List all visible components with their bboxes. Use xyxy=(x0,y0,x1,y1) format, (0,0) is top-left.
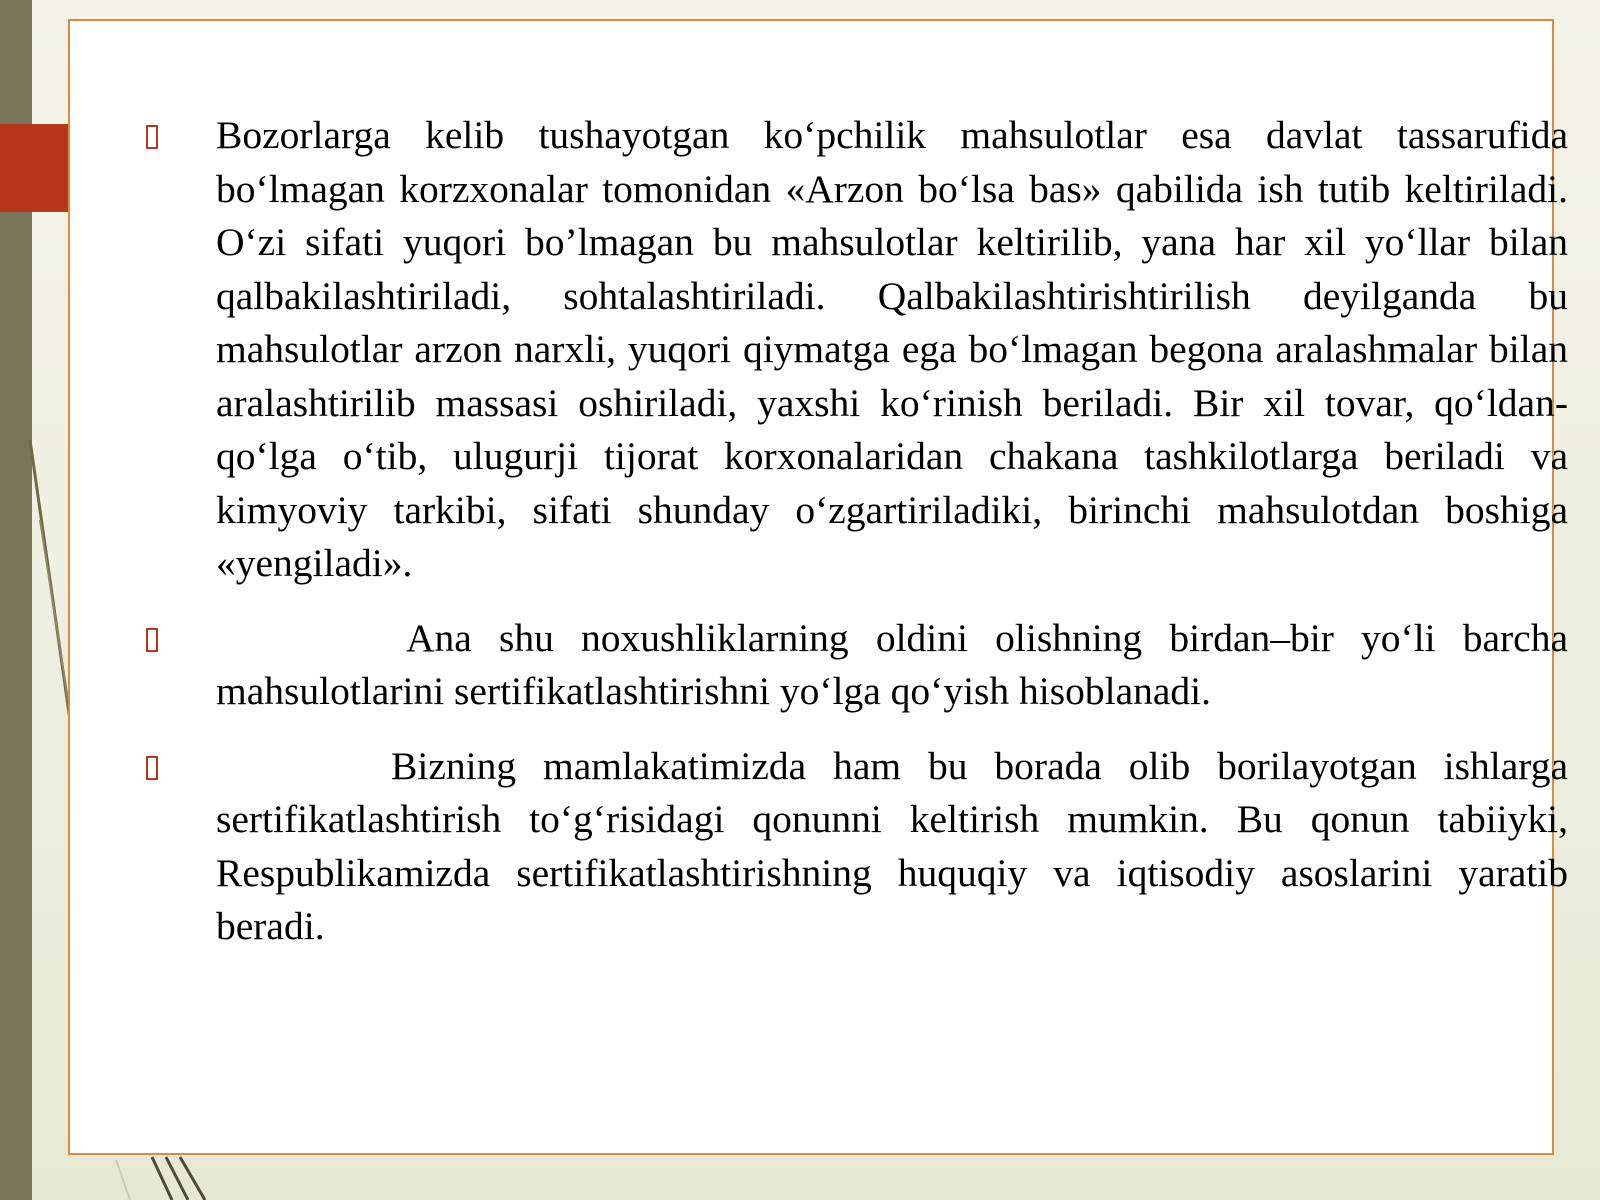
paragraph-3 xyxy=(146,740,1568,954)
slide-panel xyxy=(68,19,1568,1155)
paragraph-1 xyxy=(146,109,1568,591)
bullet-icon xyxy=(146,628,158,652)
paragraph-1-text: Bozorlarga kelib tushayotgan ko‘pchilik mahsulotlar esa davlat tassarufida bo‘lmagan korzxonalar tomonidan «Arzon bo‘lsa bas» qabilida ish tutib keltiriladi. O‘zi sifati yuqori bo’lmagan bu mahsulotlar keltirilib, yana har xil yo‘llar bilan qalbakilashtiriladi, sohtalashtiriladi. Qalbakilashtirishtirilish deyilganda bu mahsulotlar arzon narxli, yuqori qiymatga ega bo‘lmagan begona aralashmalar bilan aralashtirilib massasi oshiriladi, yaxshi ko‘rinish beriladi. Bir xil tovar, qo‘ldan-qo‘lga o‘tib, ulugurji tijorat korxonalaridan chakana tashkilotlarga beriladi va kimyoviy tarkibi, sifati shunday o‘zgartiriladiki, birinchi mahsulotdan boshiga «yengiladi». xyxy=(216,113,1568,585)
paragraph-3-text: Bizning mamlakatimizda ham bu borada olib borilayotgan ishlarga sertifikatlashtirish to‘g‘risidagi qonunni keltirish mumkin. Bu qonun tabiiyki, Respublikamizda sertifikatlashtirishning huquqiy va iqtisodiy asoslarini yaratib beradi. xyxy=(216,743,1568,948)
paragraph-2 xyxy=(146,612,1568,719)
paragraph-2-text: Ana shu noxushliklarning oldini olishning birdan–bir yo‘li barcha mahsulotlarini sertifikatlashtirishni yo‘lga qo‘yish hisoblanadi. xyxy=(216,615,1568,713)
bullet-icon xyxy=(146,756,158,780)
slide-content xyxy=(146,109,1568,975)
bullet-icon xyxy=(146,125,158,149)
